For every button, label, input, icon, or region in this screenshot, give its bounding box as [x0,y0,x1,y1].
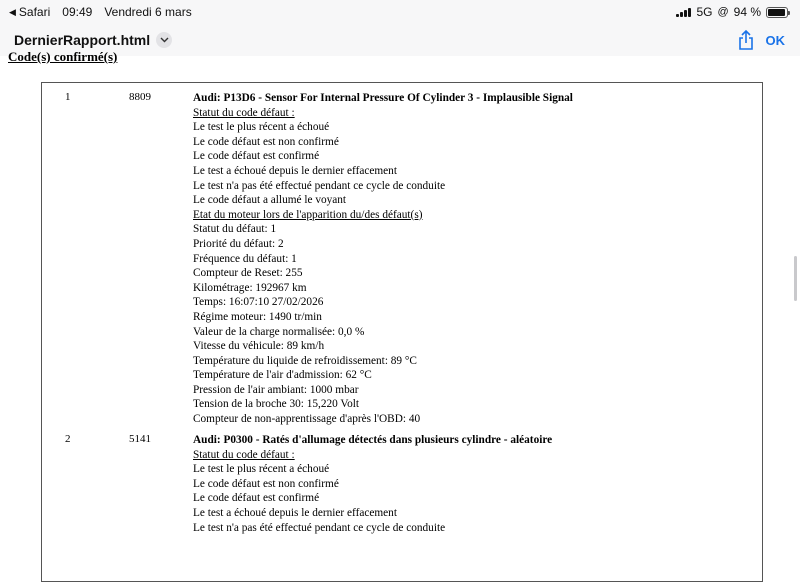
engine-line: Valeur de la charge normalisée: 0,0 % [193,325,365,338]
chevron-down-icon [156,32,172,48]
clock: 09:49 [62,5,93,19]
engine-line: Pression de l'air ambiant: 1000 mbar [193,383,359,396]
back-triangle-icon: ◀ [9,6,16,17]
engine-line: Compteur de Reset: 255 [193,267,303,280]
document-title: DernierRapport.html [14,32,151,48]
engine-line: Priorité du défaut: 2 [193,237,284,250]
engine-line: Régime moteur: 1490 tr/min [193,310,322,323]
engine-line: Température du liquide de refroidissement: 89 °C [193,354,417,367]
share-icon[interactable] [737,29,755,56]
entry-body [193,91,573,427]
status-line: Le code défaut est confirmé [193,150,320,163]
date: Vendredi 6 mars [104,5,192,19]
status-line: Le test n'a pas été effectué pendant ce cycle de conduite [193,521,446,534]
status-line: Le code défaut est non confirmé [193,135,339,148]
status-line: Le code défaut est non confirmé [193,477,339,490]
status-line: Le test a échoué depuis le dernier effacement [193,164,397,177]
engine-line: Vitesse du véhicule: 89 km/h [193,340,325,353]
battery-icon [766,7,788,18]
entry-title: Audi: P13D6 - Sensor For Internal Pressure Of Cylinder 3 - Implausible Signal [193,92,573,104]
back-app-label: Safari [18,5,51,19]
engine-line: Fréquence du défaut: 1 [193,252,297,265]
browser-toolbar [0,24,800,56]
entry-code: 5141 [129,433,151,445]
engine-heading: Etat du moteur lors de l'apparition du/des défaut(s) [193,208,423,221]
document-title-menu[interactable] [14,32,172,48]
scrollbar[interactable] [794,256,797,301]
network-type: 5G [696,5,713,19]
entry-index: 2 [65,433,71,445]
done-button[interactable]: OK [765,33,785,48]
dtc-table [41,82,763,582]
entry-index: 1 [65,91,71,103]
status-heading: Statut du code défaut : [193,448,295,461]
status-line: Le test n'a pas été effectué pendant ce cycle de conduite [193,179,446,192]
status-heading: Statut du code défaut : [193,106,295,119]
status-line: Le test le plus récent a échoué [193,121,330,134]
engine-line: Temps: 16:07:10 27/02/2026 [193,296,324,309]
engine-line: Kilométrage: 192967 km [193,281,307,294]
engine-line: Tension de la broche 30: 15,220 Volt [193,398,360,411]
engine-line: Compteur de non-apprentissage d'après l'OBD: 40 [193,413,421,426]
location-icon: @ [717,6,729,18]
entry-code: 8809 [129,91,151,103]
engine-line: Statut du défaut: 1 [193,223,277,236]
status-bar [0,0,800,24]
status-line: Le test a échoué depuis le dernier effacement [193,506,397,519]
back-to-app-link[interactable] [9,5,50,19]
entry-body [193,433,552,535]
page-content [0,49,800,534]
section-title: Code(s) confirmé(s) [8,49,118,64]
entry-title: Audi: P0300 - Ratés d'allumage détectés dans plusieurs cylindre - aléatoire [193,434,553,446]
status-line: Le code défaut est confirmé [193,492,320,505]
status-line: Le code défaut a allumé le voyant [193,194,347,207]
status-line: Le test le plus récent a échoué [193,463,330,476]
cellular-signal-icon [676,7,691,17]
engine-line: Température de l'air d'admission: 62 °C [193,369,372,382]
battery-percent: 94 % [733,5,761,19]
